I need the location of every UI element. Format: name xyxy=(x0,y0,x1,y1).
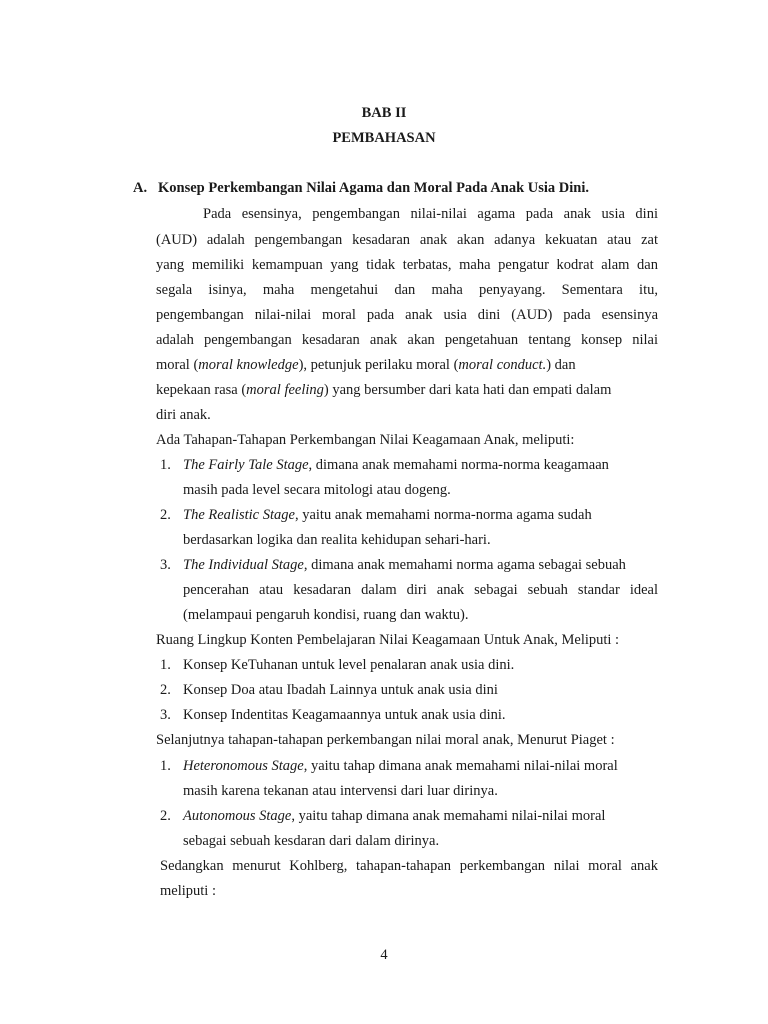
paragraph-line: Pada esensinya, pengembangan nilai-nilai agama pada anak usia dini xyxy=(203,206,658,222)
list-number: 2. xyxy=(160,682,171,698)
chapter-label: BAB II xyxy=(361,105,407,121)
list-number: 2. xyxy=(160,507,171,523)
list-number: 1. xyxy=(160,457,171,473)
paragraph-line: Sedangkan menurut Kohlberg, tahapan-tahapan perkembangan nilai moral anak xyxy=(160,858,658,874)
paragraph-line: yang memiliki kemampuan yang tidak terbatas, maha pengatur kodrat alam dan xyxy=(156,257,658,273)
list-item: Konsep KeTuhanan untuk level penalaran anak usia dini. xyxy=(183,657,515,673)
paragraph-line: diri anak. xyxy=(156,407,211,423)
list-item: The Realistic Stage, yaitu anak memahami norma-norma agama sudah xyxy=(183,507,592,523)
list-item-continuation: masih karena tekanan atau intervensi dari luar dirinya. xyxy=(183,783,498,799)
paragraph-line: pengembangan nilai-nilai moral pada anak usia dini (AUD) pada esensinya xyxy=(156,307,658,323)
list-item: The Individual Stage, dimana anak memahami norma agama sebagai sebuah xyxy=(183,557,626,573)
paragraph-line: adalah pengembangan kesadaran anak akan pengetahuan tentang konsep nilai xyxy=(156,332,658,348)
chapter-title: PEMBAHASAN xyxy=(332,130,436,146)
section-marker: A. xyxy=(133,180,148,196)
list-number: 3. xyxy=(160,557,171,573)
list-number: 1. xyxy=(160,657,171,673)
paragraph-line: segala isinya, maha mengetahui dan maha penyayang. Sementara itu, xyxy=(156,282,658,298)
list-item-continuation: masih pada level secara mitologi atau dogeng. xyxy=(183,482,451,498)
section-heading: Konsep Perkembangan Nilai Agama dan Moral Pada Anak Usia Dini. xyxy=(158,180,590,196)
italic-term: The Fairly Tale Stage xyxy=(183,457,309,473)
list-item: Konsep Indentitas Keagamaannya untuk anak usia dini. xyxy=(183,707,506,723)
list-item: Heteronomous Stage, yaitu tahap dimana anak memahami nilai-nilai moral xyxy=(183,758,618,774)
paragraph-line: meliputi : xyxy=(160,883,216,899)
paragraph-line: (AUD) adalah pengembangan kesadaran anak akan adanya kekuatan atau zat xyxy=(156,232,658,248)
italic-term: moral feeling xyxy=(246,382,324,398)
list-item: The Fairly Tale Stage, dimana anak memahami norma-norma keagamaan xyxy=(183,457,609,473)
list-number: 1. xyxy=(160,758,171,774)
italic-term: moral knowledge xyxy=(198,357,299,373)
italic-term: moral conduct. xyxy=(458,357,547,373)
italic-term: Autonomous Stage xyxy=(183,808,292,824)
page-number: 4 xyxy=(380,947,388,963)
list-item-continuation: (melampaui pengaruh kondisi, ruang dan waktu). xyxy=(183,607,469,623)
italic-term: Heteronomous Stage xyxy=(183,758,304,774)
list-item: Konsep Doa atau Ibadah Lainnya untuk anak usia dini xyxy=(183,682,498,698)
list-intro: Ruang Lingkup Konten Pembelajaran Nilai Keagamaan Untuk Anak, Meliputi : xyxy=(156,632,620,648)
list-item-continuation: berdasarkan logika dan realita kehidupan sehari-hari. xyxy=(183,532,491,548)
list-intro: Ada Tahapan-Tahapan Perkembangan Nilai Keagamaan Anak, meliputi: xyxy=(156,432,575,448)
list-item: Autonomous Stage, yaitu tahap dimana anak memahami nilai-nilai moral xyxy=(183,808,606,824)
list-number: 3. xyxy=(160,707,171,723)
list-number: 2. xyxy=(160,808,171,824)
italic-term: The Individual Stage xyxy=(183,557,304,573)
list-item-continuation: pencerahan atau kesadaran dalam diri anak sebagai sebuah standar ideal xyxy=(183,582,658,598)
italic-term: The Realistic Stage xyxy=(183,507,295,523)
list-intro: Selanjutnya tahapan-tahapan perkembangan nilai moral anak, Menurut Piaget : xyxy=(156,732,615,748)
list-item-continuation: sebagai sebuah kesdaran dari dalam dirinya. xyxy=(183,833,440,849)
paragraph-line: kepekaan rasa (moral feeling) yang bersumber dari kata hati dan empati dalam xyxy=(156,382,612,398)
paragraph-line: moral (moral knowledge), petunjuk perilaku moral (moral conduct.) dan xyxy=(156,357,576,373)
